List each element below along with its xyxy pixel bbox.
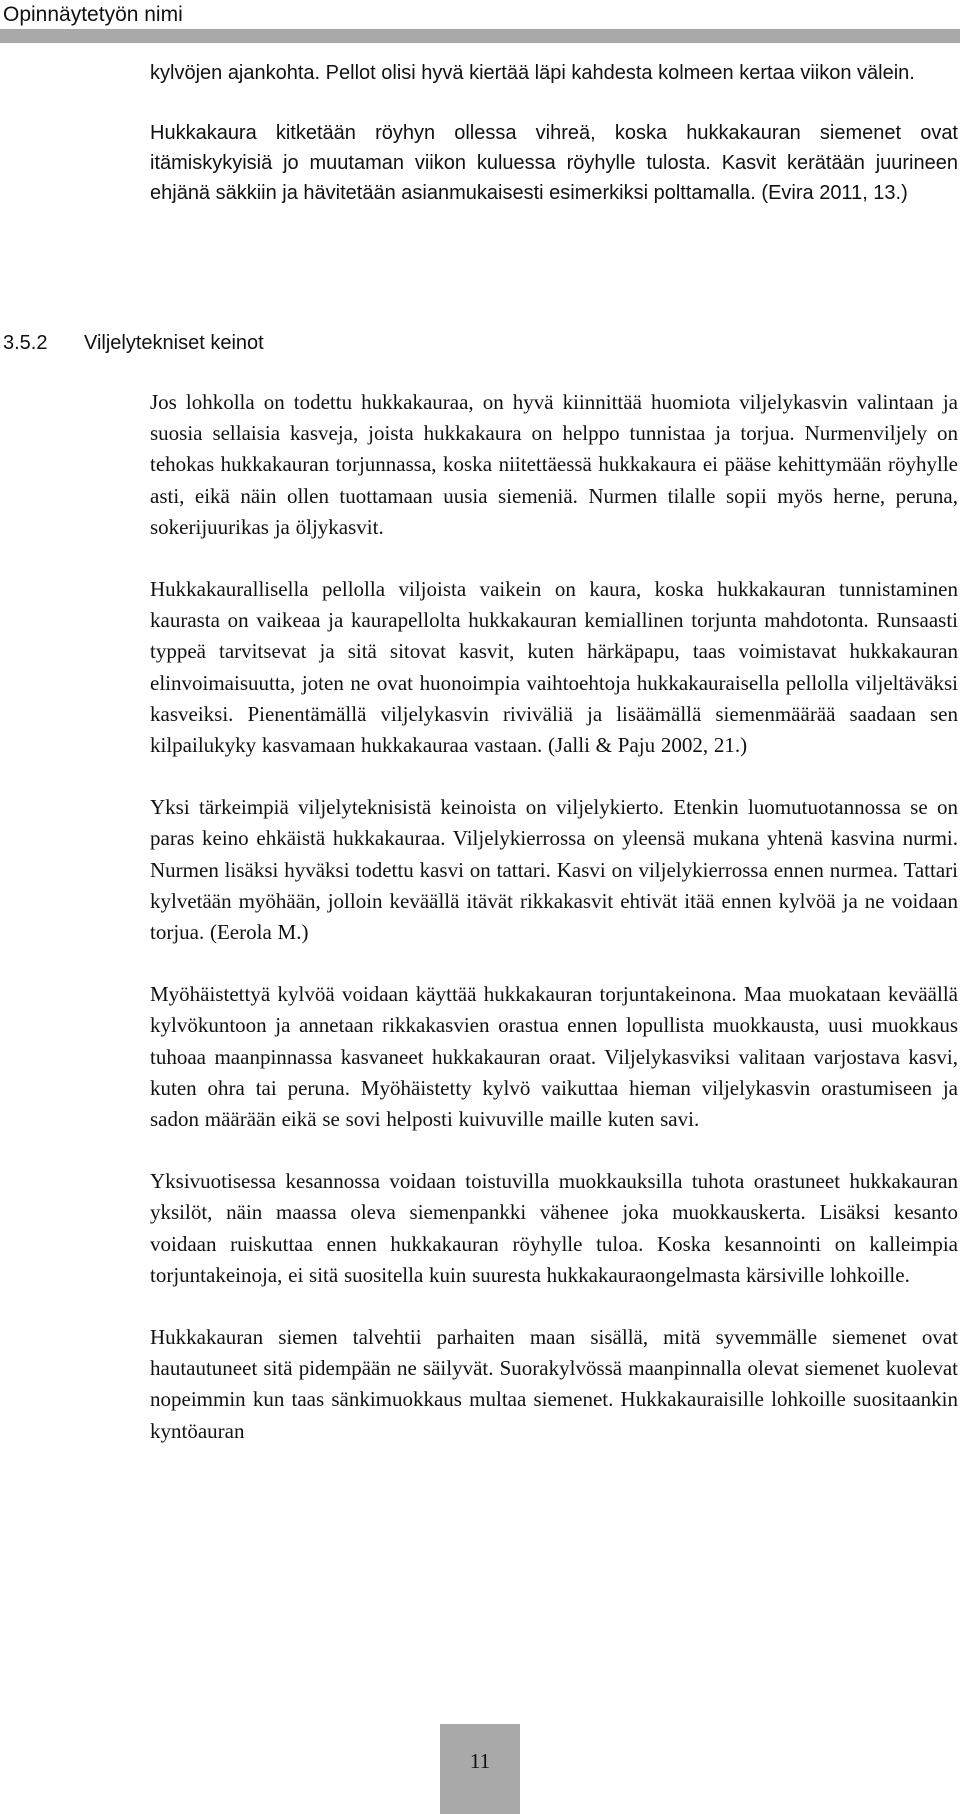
paragraph-body-6: Hukkakauran siemen talvehtii parhaiten maan sisällä, mitä syvemmälle siemenet ovat hautautuneet sitä pidempään ne säilyvät. Suorakylvössä maanpinnalla olevat siemenet kuolevat nopeimmin kun taas sänkimuokkaus multaa siemenet. Hukkakauraisille lohkoille suositaankin kyntöauran	[150, 1325, 958, 1443]
paragraph-intro-2: Hukkakaura kitketään röyhyn ollessa vihreä, koska hukkakauran siemenet ovat itämiskykyisiä jo muutaman viikon kuluessa röyhylle tulosta. Kasvit kerätään juurineen ehjänä säkkiin ja hävitetään asianmukaisesti esimerkiksi polttamalla. (Evira 2011, 13.)	[150, 122, 958, 204]
paragraph-body-4: Myöhäistettyä kylvöä voidaan käyttää hukkakauran torjuntakeinona. Maa muokataan keväällä kylvökuntoon ja annetaan rikkakasvien orastua ennen lopullista muokkausta, uusi muokkaus tuhoaa maanpinnassa kasvaneet hukkakauran oraat. Viljelykasviksi valitaan varjostava kasvi, kuten ohra tai peruna. Myöhäistetty kylvö vaikuttaa hieman viljelykasvin orastumiseen ja sadon määrään eikä se sovi helposti kuivuville maille kuten savi.	[150, 982, 958, 1132]
section-body	[150, 387, 958, 1447]
document-title: Opinnäytetyön nimi	[3, 3, 183, 26]
page-header	[0, 0, 960, 44]
page-number: 11	[469, 1749, 491, 1773]
header-rule	[0, 29, 960, 43]
section-title: Viljelytekniset keinot	[84, 332, 264, 354]
section-number: 3.5.2	[3, 332, 48, 354]
paragraph-body-3: Yksi tärkeimpiä viljelyteknisistä keinoista on viljelykierto. Etenkin luomutuotannossa se on paras keino ehkäistä hukkakauraa. Viljelykierrossa on yleensä mukana yhtenä kasvina nurmi. Nurmen lisäksi hyväksi todettu kasvi on tattari. Kasvi on viljelykierrossa ennen nurmea. Tattari kylvetään myöhään, jolloin keväällä itävät rikkakasvit ehtivät itää ennen kylvöä ja ne voidaan torjua. (Eerola M.)	[150, 795, 958, 945]
paragraph-body-1: Jos lohkolla on todettu hukkakauraa, on hyvä kiinnittää huomiota viljelykasvin valintaan ja suosia sellaisia kasveja, joista hukkakaura on helppo tunnistaa ja torjua. Nurmenviljely on tehokas hukkakauran torjunnassa, koska niitettäessä hukkakaura ei pääse kehittymään röyhylle asti, eikä näin ollen tuottamaan uusia siemeniä. Nurmen tilalle sopii myös herne, peruna, sokerijuurikas ja öljykasvit.	[150, 390, 958, 539]
intro-text	[150, 58, 958, 208]
paragraph-intro-1: kylvöjen ajankohta. Pellot olisi hyvä kiertää läpi kahdesta kolmeen kertaa viikon välein.	[150, 62, 915, 84]
page-number-box	[440, 1724, 520, 1814]
paragraph-body-2: Hukkakaurallisella pellolla viljoista vaikein on kaura, koska hukkakauran tunnistaminen kaurasta on vaikeaa ja kaurapellolta hukkakauran kemiallinen torjunta mahdotonta. Runsaasti typpeä tarvitsevat ja sitä sitovat kasvit, kuten härkäpapu, taas voimistavat hukkakauran elinvoimaisuutta, joten ne ovat huonoimpia vaihtoehtoja hukkakauraisella pellolla viljeltäväksi kasveiksi. Pienentämällä viljelykasvin riviväliä ja lisäämällä siemenmäärää saadaan sen kilpailukyky kasvamaan hukkakauraa vastaan. (Jalli & Paju 2002, 21.)	[150, 577, 958, 758]
paragraph-body-5: Yksivuotisessa kesannossa voidaan toistuvilla muokkauksilla tuhota orastuneet hukkakauran yksilöt, näin maassa oleva siemenpankki vähenee joka muokkauskerta. Lisäksi kesanto voidaan ruiskuttaa ennen hukkakauran röyhylle tuloa. Koska kesannointi on kalleimpia torjuntakeinoja, ei sitä suositella kuin suuresta hukkakauraongelmasta kärsiville lohkoille.	[150, 1169, 958, 1287]
